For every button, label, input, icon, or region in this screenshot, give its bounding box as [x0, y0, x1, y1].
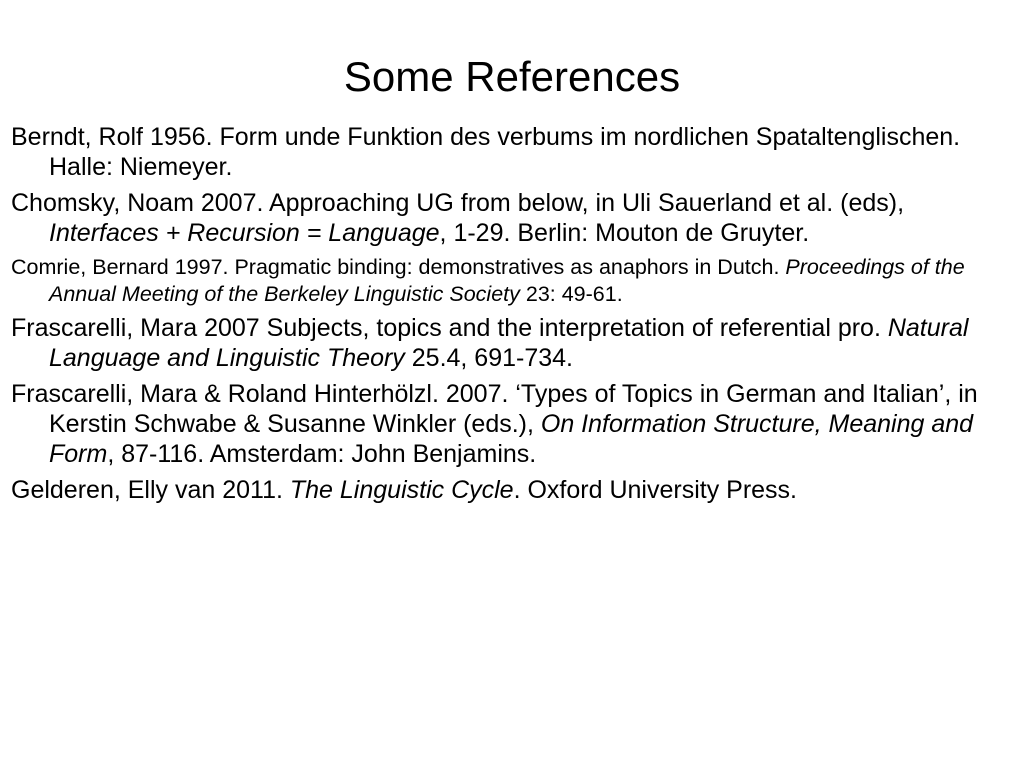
- slide-title: Some References: [343, 53, 681, 100]
- reference-text-tail: . Oxford University Press.: [513, 476, 797, 504]
- reference-item-berndt: [11, 122, 1016, 182]
- reference-text: Gelderen, Elly van 2011.: [11, 476, 290, 504]
- reference-item-gelderen: [11, 475, 1016, 505]
- reference-list: [11, 122, 1016, 511]
- reference-text-tail: 23: 49-61.: [519, 282, 623, 306]
- reference-item-frascarelli-2007: [11, 313, 1016, 373]
- reference-text: Frascarelli, Mara 2007 Subjects, topics and the interpretation of referential pro.: [11, 314, 888, 342]
- reference-title-italic: Proceedings of the Annual Meeting of the Berkeley Linguistic Society: [49, 255, 965, 306]
- reference-title-italic: The Linguistic Cycle: [289, 476, 514, 504]
- reference-title-italic: Natural Language and Linguistic Theory: [49, 314, 969, 372]
- reference-title-italic: On Information Structure, Meaning and Form: [49, 410, 974, 468]
- reference-text: Berndt, Rolf 1956. Form unde Funktion des verbums im nordlichen Spataltenglischen. Halle: Niemeyer.: [11, 123, 961, 181]
- reference-text-tail: 25.4, 691-734.: [404, 344, 574, 372]
- reference-item-comrie: [11, 254, 1016, 308]
- reference-item-frascarelli-hinterhoelzl: [11, 379, 1016, 469]
- reference-text: Chomsky, Noam 2007. Approaching UG from below, in Uli Sauerland et al. (eds),: [11, 189, 905, 217]
- reference-text-tail: , 87-116. Amsterdam: John Benjamins.: [107, 440, 537, 468]
- reference-text: Frascarelli, Mara & Roland Hinterhölzl. 2007. ‘Types of Topics in German and Italian’, in Kerstin Schwabe & Susanne Winkler (eds.),: [11, 380, 978, 438]
- reference-title-italic: Interfaces + Recursion = Language: [49, 219, 440, 247]
- reference-text-tail: , 1-29. Berlin: Mouton de Gruyter.: [439, 219, 810, 247]
- reference-text: Comrie, Bernard 1997. Pragmatic binding: demonstratives as anaphors in Dutch.: [11, 255, 786, 279]
- reference-item-chomsky: [11, 188, 1016, 248]
